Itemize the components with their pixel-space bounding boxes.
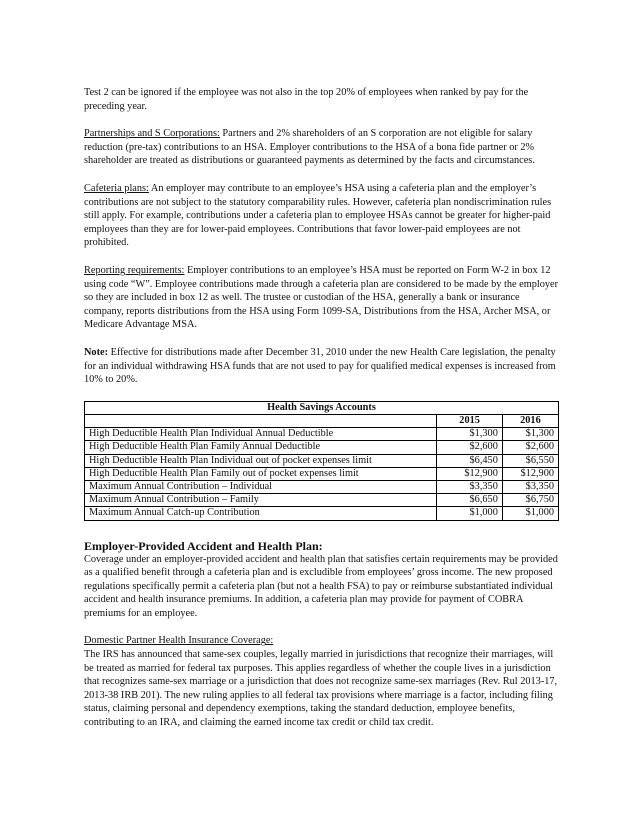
- table-header-row: [85, 414, 559, 427]
- partnerships-body: Partners and 2% shareholders of an S corporation are not eligible for salary reduction (pre-tax) contributions to an HSA. Employer contributions to the HSA of a bona fide partner or 2% shareholder are treated as distributions or guaranteed payments as determined by the facts and circumstances.: [84, 128, 535, 167]
- table-row: [85, 507, 559, 520]
- row-label: Maximum Annual Contribution – Family: [85, 494, 437, 507]
- document-page: [84, 86, 560, 744]
- table-row: [85, 467, 559, 480]
- note-paragraph: [84, 346, 560, 387]
- domestic-partner-heading-line: [84, 634, 560, 648]
- row-value-2016: $12,900: [502, 467, 558, 480]
- employer-plan-heading: Employer-Provided Accident and Health Plan:: [84, 538, 323, 553]
- hsa-limits-table: [84, 401, 559, 521]
- test2-paragraph: Test 2 can be ignored if the employee was not also in the top 20% of employees when ranked by pay for the preceding year.: [84, 87, 529, 112]
- row-label: High Deductible Health Plan Individual out of pocket expenses limit: [85, 454, 437, 467]
- table-title: Health Savings Accounts: [85, 401, 559, 414]
- domestic-partner-body: The IRS has announced that same-sex couples, legally married in jurisdictions that recognize their marriages, will be treated as married for federal tax purposes. This applies regardless of whether the couple lives in a jurisdiction that recognizes same-sex marriage or a jurisdiction that does not recognize same-sex marriages (Rev. Rul 2013-17, 2013-38 IRB 201). The new ruling applies to all federal tax provisions where marriage is a factor, including filing status, claiming personal and dependency exemptions, taking the standard deduction, employee benefits, contributing to an IRA, and claiming the earned income tax credit or child tax credit.: [84, 649, 558, 729]
- reporting-paragraph: [84, 264, 560, 332]
- row-value-2016: $6,550: [502, 454, 558, 467]
- row-value-2016: $1,000: [502, 507, 558, 520]
- cafeteria-body: An employer may contribute to an employee’s HSA using a cafeteria plan and the employer’s contributions are not subject to the statutory comparability rules. However, cafeteria plan nondiscrimination rules still apply. For example, contributions under a cafeteria plan to employee HSAs cannot be greater for higher-paid employees than they are for lower-paid employees. Contributions that favor lower-paid employees are not prohibited.: [84, 182, 552, 249]
- row-label: High Deductible Health Plan Individual Annual Deductible: [85, 428, 437, 441]
- table-header-blank: [85, 414, 437, 427]
- note-label: Note:: [84, 346, 109, 358]
- domestic-partner-heading: Domestic Partner Health Insurance Coverage:: [84, 635, 274, 647]
- row-value-2015: $6,650: [437, 494, 503, 507]
- table-row: [85, 494, 559, 507]
- note-body: Effective for distributions made after December 31, 2010 under the new Health Care legislation, the penalty for an individual withdrawing HSA funds that are not used to pay for qualified medical expenses is increased from 10% to 20%.: [84, 346, 556, 386]
- row-value-2015: $2,600: [437, 441, 503, 454]
- table-header-2015: 2015: [437, 414, 503, 427]
- row-value-2016: $2,600: [502, 441, 558, 454]
- cafeteria-heading: Cafeteria plans:: [84, 182, 149, 194]
- row-label: Maximum Annual Catch-up Contribution: [85, 507, 437, 520]
- row-label: High Deductible Health Plan Family Annual Deductible: [85, 441, 437, 454]
- employer-plan-body: Coverage under an employer-provided accident and health plan that satisfies certain requirements may be provided as a qualified benefit through a cafeteria plan and is excludible from employees’ gross income. The new proposed regulations specifically permit a cafeteria plan (but not a health FSA) to pay or reimburse substantiated individual accident and health insurance premiums. In addition, a cafeteria plan may provide for payment of COBRA premiums for an employee.: [84, 553, 558, 619]
- reporting-heading: Reporting requirements:: [84, 264, 185, 276]
- table-row: [85, 428, 559, 441]
- cafeteria-paragraph: [84, 182, 560, 250]
- partnerships-heading: Partnerships and S Corporations:: [84, 128, 220, 140]
- row-value-2016: $1,300: [502, 428, 558, 441]
- partnerships-paragraph: [84, 127, 560, 168]
- row-value-2015: $6,450: [437, 454, 503, 467]
- row-value-2015: $12,900: [437, 467, 503, 480]
- row-value-2016: $6,750: [502, 494, 558, 507]
- table-row: [85, 454, 559, 467]
- table-title-row: [85, 401, 559, 414]
- table-header-2016: 2016: [502, 414, 558, 427]
- row-value-2015: $1,000: [437, 507, 503, 520]
- table-row: [85, 441, 559, 454]
- row-label: High Deductible Health Plan Family out of pocket expenses limit: [85, 467, 437, 480]
- reporting-body: Employer contributions to an employee’s HSA must be reported on Form W-2 in box 12 using code “W”. Employee contributions made through a cafeteria plan are considered to be made by the employer so they are included in box 12 as well. The trustee or custodian of the HSA, generally a bank or insurance company, reports distributions from the HSA using Form 1099-SA, Distributions from the HSA, Archer MSA, or Medicare Advantage MSA.: [84, 264, 559, 331]
- row-value-2016: $3,350: [502, 480, 558, 493]
- row-value-2015: $3,350: [437, 480, 503, 493]
- table-row: [85, 480, 559, 493]
- row-value-2015: $1,300: [437, 428, 503, 441]
- row-label: Maximum Annual Contribution – Individual: [85, 480, 437, 493]
